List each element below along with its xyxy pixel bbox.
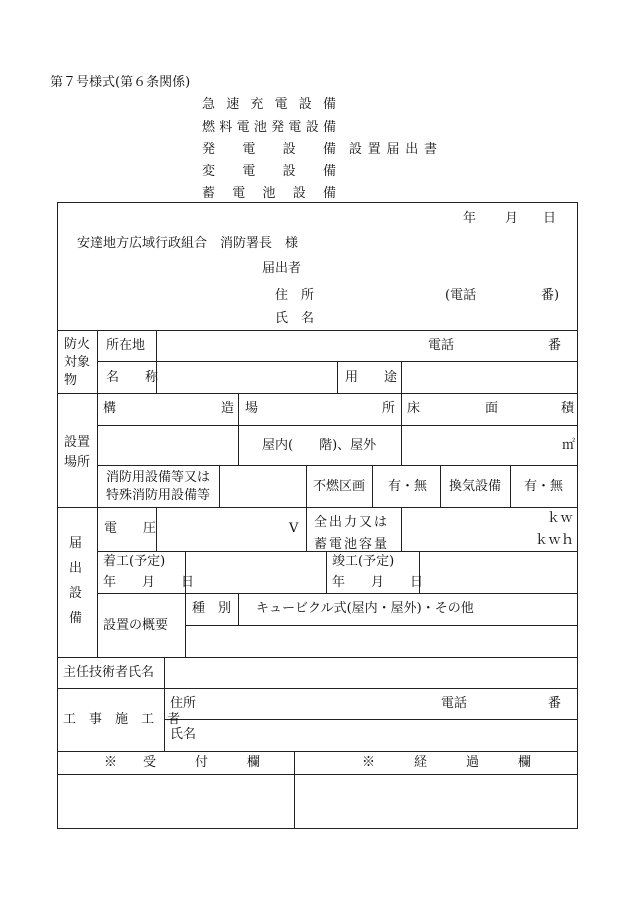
end-date-field[interactable]	[420, 552, 578, 593]
year-label: 年	[463, 211, 477, 226]
start-label: 着工(予定)	[103, 554, 166, 569]
reception-area[interactable]	[58, 775, 294, 828]
title-line-4: 変 電 設 備	[202, 164, 336, 179]
progress-area[interactable]	[295, 775, 577, 828]
output-field[interactable]	[402, 508, 532, 551]
addressee: 安達地方広域行政組合 消防署長 様	[77, 236, 299, 251]
rule	[440, 465, 441, 507]
fire-zone-value[interactable]: 有・無	[388, 479, 428, 494]
type-value[interactable]: キュービクル式(屋内・屋外)・その他	[256, 601, 474, 616]
install-place-label: 設置 場所	[64, 435, 91, 470]
month-label: 月	[505, 211, 519, 226]
contractor-name-field[interactable]	[200, 720, 578, 751]
output-label: 全出力又は 蓄電池容量	[314, 515, 390, 552]
use-field[interactable]	[402, 362, 578, 393]
floor-area-field[interactable]	[402, 426, 552, 465]
contractor-phone-label: 電話	[441, 696, 468, 711]
end-date: 年 月 日	[332, 575, 424, 590]
unit-kwh: ｋｗｈ	[535, 533, 575, 548]
location-phone-label: 電話	[428, 338, 455, 353]
start-date: 年 月 日	[103, 575, 195, 590]
rule	[510, 465, 511, 507]
rule	[326, 551, 327, 593]
chief-engineer-label: 主任技術者氏名	[63, 665, 155, 680]
rule	[97, 465, 578, 466]
floor-area-label-a: 床	[407, 401, 421, 416]
place-label-b: 所	[382, 401, 396, 416]
applicant-phone-suffix: 番)	[541, 288, 560, 303]
rule	[57, 751, 578, 752]
voltage-unit: V	[289, 521, 299, 536]
rule	[372, 465, 373, 507]
title-line-3: 発 電 設 備	[202, 142, 336, 157]
ventilation-value[interactable]: 有・無	[524, 479, 564, 494]
reception-column-label: ※ 受 付 欄	[104, 755, 261, 770]
rule	[337, 361, 338, 393]
contractor-address-field[interactable]	[200, 689, 430, 719]
location-phone-suffix: 番	[548, 338, 562, 353]
applicant-name-label: 氏 名	[275, 311, 315, 326]
fire-target-label: 防火 対象 物	[64, 337, 91, 388]
rule	[238, 393, 239, 465]
rule	[97, 593, 578, 594]
fire-equipment-label: 消防用設備等又は 特殊消防用設備等	[106, 470, 211, 503]
use-label: 用 途	[345, 370, 398, 385]
title-line-2: 燃 料 電 池 発 電 設 備	[202, 120, 336, 135]
fire-equipment-field[interactable]	[220, 466, 306, 507]
floor-area-label-b: 面	[485, 401, 499, 416]
contractor-phone-suffix: 番	[548, 696, 562, 711]
title-line-5: 蓄 電 池 設 備	[202, 186, 336, 201]
title-line-1: 急 速 充 電 設 備	[202, 97, 336, 112]
ventilation-label: 換気設備	[449, 479, 502, 494]
title-suffix: 設 置 届 出 書	[349, 142, 437, 157]
rule	[306, 507, 307, 551]
place-label-a: 場	[245, 401, 259, 416]
structure-label-a: 構	[103, 401, 117, 416]
applicant-address-label: 住 所	[275, 288, 315, 303]
voltage-field[interactable]	[157, 508, 282, 551]
chief-engineer-field[interactable]	[165, 658, 578, 688]
overview-field[interactable]	[186, 626, 578, 657]
floor-area-label-c: 積	[561, 401, 575, 416]
indoor-outdoor-label: 屋内( 階)、屋外	[262, 438, 377, 453]
rule	[306, 465, 307, 507]
unit-kw: ｋｗ	[547, 511, 574, 526]
contractor-label: 工 事 施 工 者	[63, 712, 181, 727]
area-unit: ㎡	[562, 438, 576, 453]
start-date-field[interactable]	[186, 552, 326, 593]
name-label: 名 称	[106, 370, 159, 385]
progress-column-label: ※ 経 過 欄	[362, 755, 532, 770]
contractor-name-label: 氏名	[170, 727, 197, 742]
contractor-address-label: 住所	[170, 696, 197, 711]
rule	[97, 330, 98, 657]
end-label: 竣工(予定)	[332, 554, 395, 569]
location-field[interactable]	[157, 331, 417, 361]
applicant-label: 届出者	[262, 261, 302, 276]
type-label: 種 別	[192, 601, 232, 616]
name-field[interactable]	[157, 362, 337, 393]
applicant-phone-label: (電話	[445, 288, 477, 303]
structure-label-b: 造	[221, 401, 235, 416]
day-label: 日	[543, 211, 557, 226]
overview-label: 設置の概要	[103, 618, 169, 633]
location-label: 所在地	[106, 338, 146, 353]
form-number: 第７号様式(第６条関係)	[50, 75, 191, 90]
rule	[57, 393, 578, 394]
rule	[238, 593, 239, 625]
structure-field[interactable]	[98, 426, 238, 465]
voltage-label: 電 圧	[104, 521, 157, 536]
fire-zone-label: 不燃区画	[313, 479, 366, 494]
equipment-label: 届 出 設 備	[69, 536, 83, 626]
